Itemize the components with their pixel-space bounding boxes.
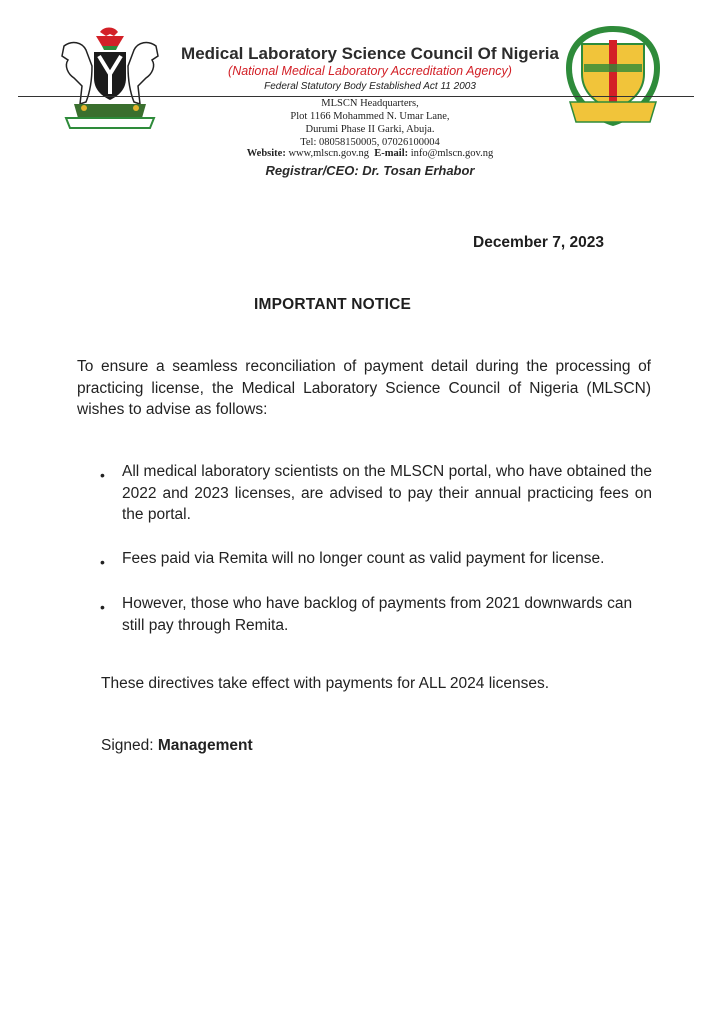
coat-of-arms-logo — [52, 26, 168, 130]
address-line: Tel: 08058150005, 07026100004 — [300, 137, 440, 148]
contact-line — [170, 148, 570, 159]
notice-intro: To ensure a seamless reconciliation of payment detail during the processing of practicing license, the Medical Laboratory Science Council of Nigeria (MLSCN) wishes to advise as follows: — [77, 358, 651, 418]
notice-bullet: All medical laboratory scientists on the MLSCN portal, who have obtained the 2022 and 2023 licenses, are advised to pay their annual practicing fees on the portal. — [122, 463, 652, 523]
registrar-line: Registrar/CEO: Dr. Tosan Erhabor — [265, 163, 475, 178]
header-divider — [18, 96, 694, 97]
notice-bullet: Fees paid via Remita will no longer count as valid payment for license. — [122, 550, 605, 567]
signed-by: Management — [157, 737, 253, 754]
website-link[interactable]: www,mlscn.gov.ng — [288, 148, 370, 159]
mlscn-seal-logo — [560, 22, 666, 130]
signed-label: Signed: — [101, 737, 154, 754]
bullet-icon: • — [100, 599, 105, 615]
org-name: Medical Laboratory Science Council Of Nigeria — [181, 44, 559, 63]
address-line: Durumi Phase II Garki, Abuja. — [305, 124, 435, 135]
address-line: Plot 1166 Mohammed N. Umar Lane, — [290, 111, 450, 122]
signature-line — [101, 737, 253, 755]
notice-closing: These directives take effect with payments for ALL 2024 licenses. — [101, 675, 550, 692]
notice-bullet: However, those who have backlog of payments from 2021 downwards can still pay through Remita. — [122, 595, 633, 634]
bullet-icon: • — [100, 467, 105, 483]
established-line: Federal Statutory Body Established Act 11 2003 — [264, 81, 476, 92]
notice-title: IMPORTANT NOTICE — [254, 296, 412, 313]
address-line: MLSCN Headquarters, — [321, 98, 419, 109]
notice-date: December 7, 2023 — [473, 234, 604, 251]
bullet-icon: • — [100, 554, 105, 570]
email-label: E-mail: — [374, 148, 409, 159]
website-label: Website: — [246, 148, 286, 159]
email-link[interactable]: info@mlscn.gov.ng — [410, 148, 494, 159]
org-subtitle: (National Medical Laboratory Accreditation Agency) — [228, 64, 512, 78]
